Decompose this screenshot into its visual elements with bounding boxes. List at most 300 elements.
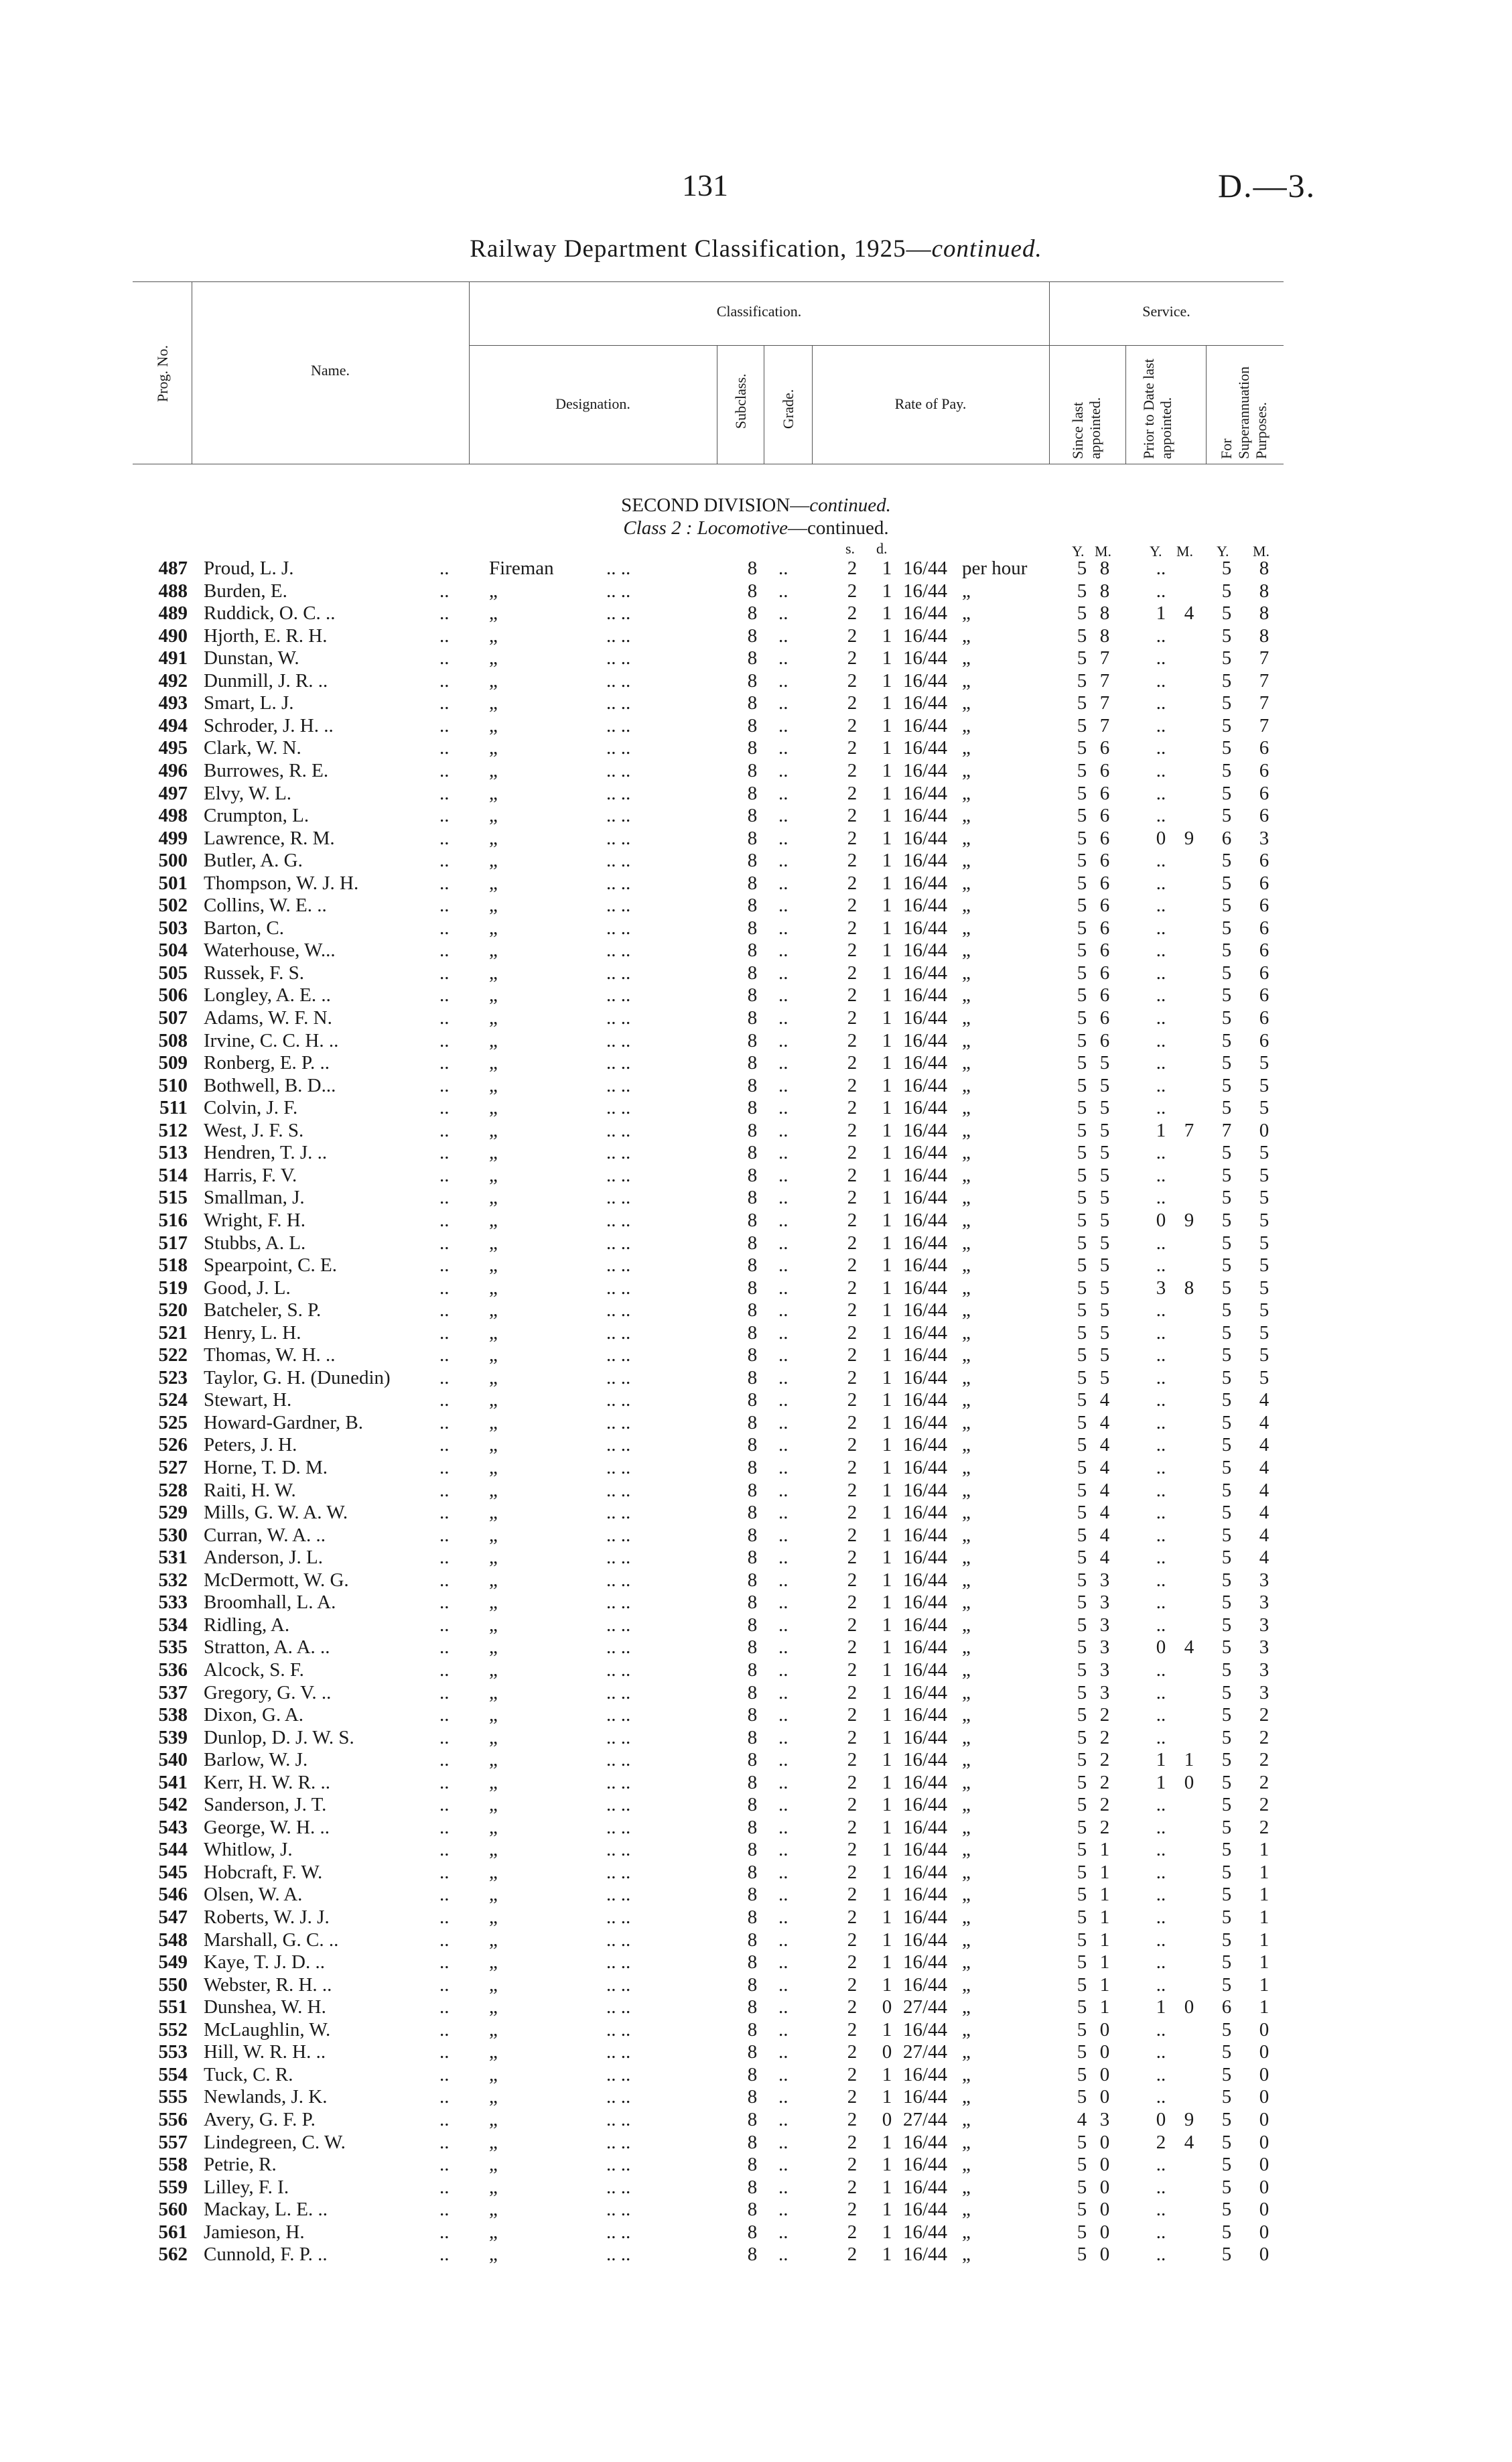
table-row — [0, 1794, 1512, 1816]
cell-prog-no: 538 — [158, 1704, 188, 1726]
cell-subclass: 8 — [747, 1524, 758, 1546]
cell-rate-fraction: 16/44 — [903, 1321, 948, 1344]
cell-rate-pence: 1 — [882, 2086, 892, 2108]
cell-rate-fraction: 16/44 — [903, 1142, 948, 1164]
cell-super-years: 5 — [1221, 1321, 1232, 1344]
cell-rate-fraction: 16/44 — [903, 782, 948, 804]
cell-super-months: 2 — [1259, 1816, 1269, 1838]
cell-super-years: 5 — [1221, 1592, 1232, 1614]
cell-leader-dots: .. — [439, 1839, 450, 1861]
cell-rate-fraction: 16/44 — [903, 872, 948, 894]
table-row — [0, 1007, 1512, 1029]
cell-rate-pence: 1 — [882, 737, 892, 759]
cell-super-months: 5 — [1259, 1254, 1269, 1277]
cell-since-years: 5 — [1077, 2244, 1087, 2266]
cell-super-months: 3 — [1259, 1659, 1269, 1681]
cell-leader-dots: .. .. — [606, 625, 631, 647]
cell-prior-years: .. — [1156, 1839, 1166, 1861]
cell-rate-period: „ — [962, 1254, 971, 1277]
cell-since-months: 6 — [1099, 805, 1110, 827]
cell-leader-dots: .. — [439, 917, 450, 939]
cell-leader-dots: .. — [439, 1951, 450, 1973]
cell-prior-months: 4 — [1184, 602, 1194, 625]
cell-rate-pence: 1 — [882, 1457, 892, 1478]
cell-rate-period: „ — [962, 1344, 971, 1366]
cell-leader-dots: .. — [778, 737, 788, 759]
cell-leader-dots: .. .. — [606, 1187, 631, 1209]
cell-leader-dots: .. — [439, 2154, 450, 2176]
cell-subclass: 8 — [747, 1726, 758, 1748]
cell-subclass: 8 — [747, 1321, 758, 1344]
cell-rate-pence: 1 — [882, 1681, 892, 1703]
cell-rate-period: „ — [962, 850, 971, 872]
cell-since-months: 2 — [1099, 1816, 1110, 1838]
cell-prog-no: 557 — [158, 2131, 188, 2153]
cell-rate-fraction: 16/44 — [903, 827, 948, 849]
cell-designation: „ — [489, 984, 498, 1007]
cell-leader-dots: .. .. — [606, 759, 631, 781]
cell-since-months: 6 — [1099, 984, 1110, 1007]
cell-super-months: 7 — [1259, 692, 1269, 714]
cell-prog-no: 543 — [158, 1816, 188, 1838]
table-row — [0, 1457, 1512, 1479]
cell-designation: „ — [489, 940, 498, 962]
cell-super-months: 1 — [1259, 1951, 1269, 1973]
cell-rate-pence: 1 — [882, 2199, 892, 2221]
cell-since-years: 5 — [1077, 1299, 1087, 1321]
cell-rate-shillings: 2 — [847, 1794, 857, 1816]
cell-prog-no: 531 — [158, 1547, 188, 1569]
cell-name: Dunlop, D. J. W. S. — [204, 1726, 354, 1748]
cell-super-years: 5 — [1221, 625, 1232, 647]
cell-leader-dots: .. — [778, 1074, 788, 1096]
cell-leader-dots: .. — [439, 1411, 450, 1433]
cell-rate-shillings: 2 — [847, 2041, 857, 2063]
table-row — [0, 692, 1512, 714]
cell-leader-dots: .. — [778, 962, 788, 984]
cell-since-years: 5 — [1077, 1929, 1087, 1951]
cell-rate-fraction: 16/44 — [903, 1411, 948, 1433]
cell-since-months: 2 — [1099, 1749, 1110, 1771]
cell-prog-no: 493 — [158, 692, 188, 714]
cell-leader-dots: .. .. — [606, 2041, 631, 2063]
table-row — [0, 2086, 1512, 2108]
cell-super-months: 4 — [1259, 1411, 1269, 1433]
cell-super-years: 5 — [1221, 669, 1232, 692]
cell-designation: „ — [489, 1816, 498, 1838]
cell-since-years: 5 — [1077, 827, 1087, 849]
cell-designation: „ — [489, 2108, 498, 2130]
cell-since-years: 5 — [1077, 2154, 1087, 2176]
cell-leader-dots: .. — [439, 1614, 450, 1636]
cell-leader-dots: .. — [778, 1321, 788, 1344]
cell-super-years: 6 — [1221, 1996, 1232, 2018]
cell-subclass: 8 — [747, 2199, 758, 2221]
cell-subclass: 8 — [747, 2086, 758, 2108]
cell-designation: „ — [489, 2063, 498, 2085]
table-row — [0, 1569, 1512, 1592]
cell-subclass: 8 — [747, 2131, 758, 2153]
cell-since-months: 2 — [1099, 1726, 1110, 1748]
cell-subclass: 8 — [747, 647, 758, 669]
cell-subclass: 8 — [747, 737, 758, 759]
cell-rate-fraction: 16/44 — [903, 1816, 948, 1838]
cell-prior-months: 0 — [1184, 1996, 1194, 2018]
cell-rate-fraction: 16/44 — [903, 1906, 948, 1928]
cell-rate-period: „ — [962, 782, 971, 804]
cell-prior-years: .. — [1156, 692, 1166, 714]
cell-since-months: 2 — [1099, 1794, 1110, 1816]
cell-since-months: 5 — [1099, 1321, 1110, 1344]
cell-name: Wright, F. H. — [204, 1209, 305, 1231]
cell-leader-dots: .. .. — [606, 580, 631, 602]
cell-leader-dots: .. — [439, 1816, 450, 1838]
cell-since-years: 5 — [1077, 1906, 1087, 1928]
table-row — [0, 1929, 1512, 1951]
cell-super-months: 0 — [1259, 1119, 1269, 1141]
cell-designation: „ — [489, 1299, 498, 1321]
cell-subclass: 8 — [747, 1636, 758, 1659]
unit-super-months: M. — [1253, 543, 1270, 560]
table-row — [0, 1659, 1512, 1681]
cell-since-years: 5 — [1077, 895, 1087, 917]
cell-leader-dots: .. — [439, 1794, 450, 1816]
cell-rate-fraction: 16/44 — [903, 850, 948, 872]
cell-prior-years: .. — [1156, 1097, 1166, 1119]
cell-super-years: 5 — [1221, 1411, 1232, 1433]
cell-since-months: 3 — [1099, 1681, 1110, 1703]
cell-super-months: 8 — [1259, 625, 1269, 647]
cell-leader-dots: .. — [439, 2041, 450, 2063]
cell-subclass: 8 — [747, 984, 758, 1007]
cell-name: Avery, G. F. P. — [204, 2108, 316, 2130]
cell-rate-pence: 1 — [882, 850, 892, 872]
cell-rate-pence: 1 — [882, 1277, 892, 1299]
header-designation: Designation. — [555, 395, 630, 412]
cell-super-months: 8 — [1259, 558, 1269, 579]
cell-leader-dots: .. — [439, 1996, 450, 2018]
cell-prog-no: 526 — [158, 1434, 188, 1456]
cell-leader-dots: .. .. — [606, 1524, 631, 1546]
cell-rate-period: „ — [962, 1524, 971, 1546]
section-heading — [0, 495, 1512, 517]
cell-rate-period: „ — [962, 827, 971, 849]
cell-designation: „ — [489, 669, 498, 692]
cell-super-years: 5 — [1221, 2041, 1232, 2063]
cell-subclass: 8 — [747, 1366, 758, 1388]
cell-since-years: 5 — [1077, 737, 1087, 759]
cell-designation: „ — [489, 2221, 498, 2243]
cell-rate-shillings: 2 — [847, 737, 857, 759]
cell-since-years: 5 — [1077, 1254, 1087, 1277]
cell-rate-period: „ — [962, 1119, 971, 1141]
cell-subclass: 8 — [747, 872, 758, 894]
cell-prior-months: 8 — [1184, 1277, 1194, 1299]
cell-prior-years: 0 — [1156, 2108, 1166, 2130]
cell-leader-dots: .. .. — [606, 917, 631, 939]
cell-rate-period: „ — [962, 1816, 971, 1838]
cell-rate-pence: 1 — [882, 1861, 892, 1883]
cell-rate-pence: 1 — [882, 1951, 892, 1973]
cell-prior-years: 1 — [1156, 1996, 1166, 2018]
cell-rate-period: „ — [962, 962, 971, 984]
cell-name: Hendren, T. J. .. — [204, 1142, 328, 1164]
cell-designation: „ — [489, 737, 498, 759]
cell-super-years: 5 — [1221, 2221, 1232, 2243]
cell-since-months: 4 — [1099, 1434, 1110, 1456]
cell-leader-dots: .. — [439, 2221, 450, 2243]
cell-rate-pence: 1 — [882, 1142, 892, 1164]
table-row — [0, 1614, 1512, 1636]
cell-super-months: 7 — [1259, 714, 1269, 736]
cell-super-months: 1 — [1259, 1861, 1269, 1883]
cell-rate-fraction: 16/44 — [903, 647, 948, 669]
cell-leader-dots: .. — [778, 1951, 788, 1973]
cell-subclass: 8 — [747, 1164, 758, 1186]
cell-super-months: 6 — [1259, 984, 1269, 1007]
cell-since-months: 3 — [1099, 1614, 1110, 1636]
cell-leader-dots: .. .. — [606, 1209, 631, 1231]
cell-super-months: 2 — [1259, 1749, 1269, 1771]
cell-prog-no: 551 — [158, 1996, 188, 2018]
header-prog-no: Prog. No. — [154, 345, 171, 402]
cell-rate-pence: 1 — [882, 1434, 892, 1456]
cell-rate-fraction: 16/44 — [903, 580, 948, 602]
cell-since-months: 6 — [1099, 1029, 1110, 1051]
cell-super-months: 7 — [1259, 647, 1269, 669]
cell-leader-dots: .. .. — [606, 647, 631, 669]
cell-rate-period: „ — [962, 1277, 971, 1299]
table-row — [0, 917, 1512, 940]
cell-prior-years: .. — [1156, 1074, 1166, 1096]
cell-leader-dots: .. — [778, 1614, 788, 1636]
cell-since-months: 5 — [1099, 1366, 1110, 1388]
col-divider-prior — [1206, 345, 1207, 464]
cell-rate-pence: 1 — [882, 625, 892, 647]
cell-super-years: 5 — [1221, 1816, 1232, 1838]
unit-prior-years: Y. — [1150, 543, 1162, 560]
cell-leader-dots: .. — [778, 669, 788, 692]
cell-rate-shillings: 2 — [847, 1052, 857, 1074]
cell-super-months: 4 — [1259, 1479, 1269, 1501]
cell-super-years: 5 — [1221, 1366, 1232, 1388]
cell-since-years: 5 — [1077, 2176, 1087, 2198]
cell-since-years: 5 — [1077, 1816, 1087, 1838]
cell-since-months: 0 — [1099, 2041, 1110, 2063]
cell-prog-no: 553 — [158, 2041, 188, 2063]
cell-super-years: 5 — [1221, 2176, 1232, 2198]
cell-prog-no: 490 — [158, 625, 188, 647]
cell-super-years: 5 — [1221, 1209, 1232, 1231]
header-classification: Classification. — [716, 303, 802, 320]
cell-leader-dots: .. — [439, 647, 450, 669]
cell-leader-dots: .. .. — [606, 1434, 631, 1456]
table-row — [0, 1389, 1512, 1411]
cell-designation: „ — [489, 1007, 498, 1029]
cell-subclass: 8 — [747, 1074, 758, 1096]
cell-since-years: 5 — [1077, 1366, 1087, 1388]
cell-rate-pence: 1 — [882, 827, 892, 849]
table-row — [0, 2177, 1512, 2199]
cell-name: Ruddick, O. C. .. — [204, 602, 336, 625]
cell-name: Petrie, R. — [204, 2154, 277, 2176]
cell-super-months: 8 — [1259, 602, 1269, 625]
table-row — [0, 1030, 1512, 1052]
cell-designation: „ — [489, 872, 498, 894]
cell-prog-no: 550 — [158, 1973, 188, 1996]
cell-rate-shillings: 2 — [847, 1906, 857, 1928]
cell-leader-dots: .. — [778, 984, 788, 1007]
cell-super-months: 1 — [1259, 1906, 1269, 1928]
cell-subclass: 8 — [747, 1906, 758, 1928]
cell-super-months: 1 — [1259, 1839, 1269, 1861]
header-since-last: Since last appointed. — [1069, 397, 1103, 459]
cell-leader-dots: .. — [439, 1659, 450, 1681]
cell-leader-dots: .. .. — [606, 1681, 631, 1703]
cell-designation: „ — [489, 1524, 498, 1546]
cell-since-years: 5 — [1077, 1209, 1087, 1231]
cell-super-months: 3 — [1259, 1614, 1269, 1636]
cell-name: Raiti, H. W. — [204, 1479, 296, 1501]
cell-prog-no: 523 — [158, 1366, 188, 1388]
cell-rate-fraction: 16/44 — [903, 2154, 948, 2176]
cell-since-years: 5 — [1077, 714, 1087, 736]
table-row — [0, 602, 1512, 625]
cell-leader-dots: .. — [439, 805, 450, 827]
cell-super-years: 5 — [1221, 1884, 1232, 1906]
cell-prior-years: .. — [1156, 1884, 1166, 1906]
cell-since-years: 5 — [1077, 1321, 1087, 1344]
classification-rule — [469, 345, 1049, 346]
cell-prog-no: 491 — [158, 647, 188, 669]
cell-since-years: 5 — [1077, 1659, 1087, 1681]
cell-rate-period: „ — [962, 1592, 971, 1614]
cell-subclass: 8 — [747, 1254, 758, 1277]
cell-rate-pence: 1 — [882, 1299, 892, 1321]
cell-name: Smart, L. J. — [204, 692, 294, 714]
cell-prior-years: 0 — [1156, 1209, 1166, 1231]
cell-since-months: 0 — [1099, 2244, 1110, 2266]
unit-super-years: Y. — [1217, 543, 1229, 560]
cell-rate-shillings: 2 — [847, 1411, 857, 1433]
cell-since-months: 6 — [1099, 940, 1110, 962]
cell-since-months: 5 — [1099, 1119, 1110, 1141]
cell-leader-dots: .. .. — [606, 558, 631, 579]
cell-rate-pence: 1 — [882, 2154, 892, 2176]
cell-since-years: 5 — [1077, 1164, 1087, 1186]
cell-name: Lilley, F. I. — [204, 2176, 289, 2198]
cell-rate-fraction: 16/44 — [903, 2018, 948, 2040]
cell-rate-shillings: 2 — [847, 1434, 857, 1456]
cell-super-years: 5 — [1221, 558, 1232, 579]
cell-since-years: 5 — [1077, 850, 1087, 872]
cell-leader-dots: .. .. — [606, 669, 631, 692]
cell-leader-dots: .. — [439, 669, 450, 692]
cell-super-years: 5 — [1221, 1951, 1232, 1973]
cell-leader-dots: .. — [778, 1007, 788, 1029]
cell-super-months: 0 — [1259, 2244, 1269, 2266]
cell-prior-years: 1 — [1156, 1771, 1166, 1793]
cell-leader-dots: .. — [778, 1142, 788, 1164]
cell-rate-pence: 1 — [882, 2131, 892, 2153]
cell-rate-fraction: 16/44 — [903, 1951, 948, 1973]
cell-rate-period: „ — [962, 1164, 971, 1186]
cell-subclass: 8 — [747, 1614, 758, 1636]
cell-name: Kerr, H. W. R. .. — [204, 1771, 330, 1793]
cell-prog-no: 512 — [158, 1119, 188, 1141]
cell-prior-years: .. — [1156, 1547, 1166, 1569]
cell-super-months: 6 — [1259, 805, 1269, 827]
cell-name: Lindegreen, C. W. — [204, 2131, 346, 2153]
cell-super-years: 5 — [1221, 917, 1232, 939]
cell-super-years: 5 — [1221, 1344, 1232, 1366]
cell-rate-pence: 1 — [882, 647, 892, 669]
cell-prog-no: 518 — [158, 1254, 188, 1277]
cell-rate-period: „ — [962, 2108, 971, 2130]
cell-rate-pence: 1 — [882, 1749, 892, 1771]
cell-rate-period: „ — [962, 1479, 971, 1501]
cell-since-years: 5 — [1077, 1187, 1087, 1209]
cell-rate-shillings: 2 — [847, 2244, 857, 2266]
cell-super-years: 5 — [1221, 940, 1232, 962]
cell-designation: „ — [489, 1344, 498, 1366]
cell-super-years: 5 — [1221, 1794, 1232, 1816]
cell-leader-dots: .. .. — [606, 1636, 631, 1659]
cell-leader-dots: .. — [778, 1659, 788, 1681]
cell-since-months: 7 — [1099, 714, 1110, 736]
cell-leader-dots: .. — [778, 1929, 788, 1951]
cell-since-months: 0 — [1099, 2199, 1110, 2221]
cell-leader-dots: .. — [439, 1366, 450, 1388]
table-row — [0, 1344, 1512, 1366]
cell-super-months: 3 — [1259, 1569, 1269, 1591]
cell-since-months: 6 — [1099, 895, 1110, 917]
cell-since-months: 4 — [1099, 1389, 1110, 1411]
cell-super-months: 6 — [1259, 782, 1269, 804]
cell-super-years: 5 — [1221, 1164, 1232, 1186]
cell-name: Broomhall, L. A. — [204, 1592, 336, 1614]
cell-leader-dots: .. — [439, 625, 450, 647]
cell-subclass: 8 — [747, 917, 758, 939]
cell-leader-dots: .. — [439, 895, 450, 917]
cell-super-months: 6 — [1259, 895, 1269, 917]
cell-name: Dunshea, W. H. — [204, 1996, 326, 2018]
cell-prior-months: 1 — [1184, 1749, 1194, 1771]
cell-rate-shillings: 2 — [847, 850, 857, 872]
cell-prog-no: 504 — [158, 940, 188, 962]
cell-rate-shillings: 2 — [847, 558, 857, 579]
cell-rate-period: „ — [962, 940, 971, 962]
cell-name: Batcheler, S. P. — [204, 1299, 322, 1321]
cell-super-years: 5 — [1221, 1726, 1232, 1748]
cell-rate-period: „ — [962, 602, 971, 625]
cell-super-years: 5 — [1221, 1299, 1232, 1321]
cell-since-years: 5 — [1077, 1029, 1087, 1051]
cell-prog-no: 515 — [158, 1187, 188, 1209]
cell-since-years: 5 — [1077, 1749, 1087, 1771]
cell-leader-dots: .. .. — [606, 1592, 631, 1614]
cell-prior-years: 1 — [1156, 1749, 1166, 1771]
cell-prior-years: .. — [1156, 1951, 1166, 1973]
cell-leader-dots: .. .. — [606, 692, 631, 714]
cell-rate-shillings: 2 — [847, 2086, 857, 2108]
cell-subclass: 8 — [747, 602, 758, 625]
cell-leader-dots: .. .. — [606, 1254, 631, 1277]
cell-name: Roberts, W. J. J. — [204, 1906, 330, 1928]
cell-super-months: 8 — [1259, 580, 1269, 602]
cell-super-years: 5 — [1221, 850, 1232, 872]
cell-subclass: 8 — [747, 2154, 758, 2176]
